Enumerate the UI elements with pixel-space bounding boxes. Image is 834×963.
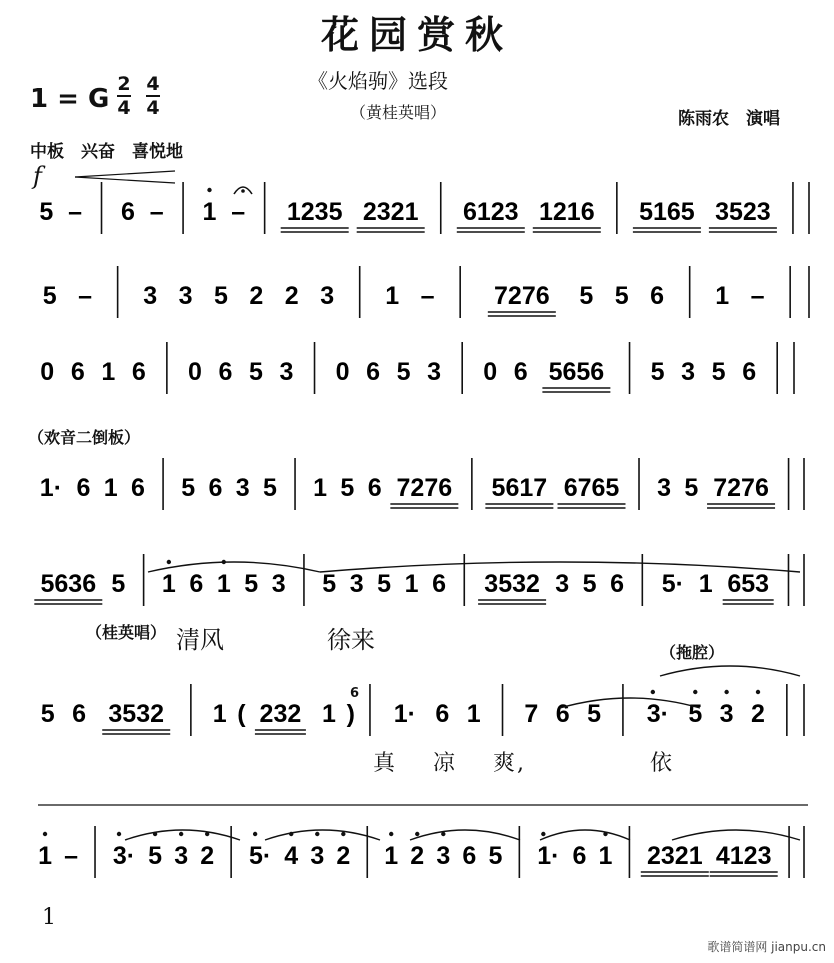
- note: 6: [131, 358, 146, 386]
- note: 3: [349, 570, 364, 598]
- page-title: 花园赏秋: [320, 12, 513, 57]
- fermata-mark: [234, 187, 252, 194]
- note: 5: [40, 700, 55, 728]
- note: 653: [727, 570, 770, 598]
- note: 3: [436, 842, 451, 870]
- note: 2: [200, 842, 215, 870]
- octave-dot: [315, 832, 319, 836]
- key-signature: 1 = G: [30, 84, 110, 114]
- note: 5: [377, 570, 392, 598]
- note: 3: [427, 358, 442, 386]
- performer-credit: 陈雨农 演唱: [678, 109, 780, 129]
- note: 2: [751, 700, 765, 728]
- octave-dot: [541, 832, 545, 836]
- octave-dot: [756, 690, 760, 694]
- octave-dot: [117, 832, 121, 836]
- note: 6: [513, 358, 528, 386]
- slur: [410, 830, 520, 840]
- note: 5: [688, 700, 703, 728]
- note: 1235: [286, 198, 343, 226]
- note: 5: [582, 570, 597, 598]
- octave-dot: [724, 690, 728, 694]
- note: 5: [396, 358, 411, 386]
- note: 3: [657, 474, 672, 502]
- note: 3: [235, 474, 250, 502]
- note: 5: [650, 358, 665, 386]
- octave-dot: [415, 832, 419, 836]
- tempo-marking: 中板 兴奋 喜悦地: [30, 142, 183, 162]
- note: 6: [366, 358, 381, 386]
- note: 6: [610, 570, 625, 598]
- note: 3: [719, 700, 734, 728]
- note: 6765: [563, 474, 620, 502]
- note: 5: [244, 570, 259, 598]
- note: 6: [367, 474, 382, 502]
- note: 2: [284, 282, 299, 310]
- note: 6: [189, 570, 204, 598]
- note: 5·: [661, 570, 685, 598]
- note: 1: [212, 700, 227, 728]
- slur: [560, 698, 700, 708]
- note: 3: [279, 358, 294, 386]
- dash-extension: –: [231, 198, 246, 226]
- dash-extension: –: [420, 282, 435, 310]
- note: 4: [284, 842, 299, 870]
- dash-extension: –: [750, 282, 765, 310]
- note: 0: [187, 358, 202, 386]
- note: 1: [38, 842, 52, 870]
- note: 5: [181, 474, 196, 502]
- note: 7: [524, 700, 539, 728]
- note: 3: [174, 842, 189, 870]
- note: 6: [435, 700, 450, 728]
- slur: [265, 830, 380, 840]
- note: 1: [384, 842, 399, 870]
- note: 3: [320, 282, 335, 310]
- note: 5636: [40, 570, 97, 598]
- note: 1: [103, 474, 118, 502]
- note: 6: [70, 358, 85, 386]
- octave-dot: [389, 832, 393, 836]
- crescendo-hairpin: [75, 171, 175, 183]
- octave-dot: [167, 560, 171, 564]
- octave-dot: [253, 832, 257, 836]
- note: 3: [143, 282, 158, 310]
- note: 5: [587, 700, 602, 728]
- note: 4123: [715, 842, 772, 870]
- lyric-word: 凉: [433, 751, 458, 776]
- note: (: [237, 700, 246, 728]
- note: 1: [385, 282, 400, 310]
- note: 6: [572, 842, 587, 870]
- note: 6: [555, 700, 570, 728]
- note: 6: [462, 842, 477, 870]
- lyric-word: 徐来: [327, 626, 375, 654]
- octave-dot: [693, 690, 697, 694]
- note: 5: [263, 474, 277, 502]
- note: 1216: [538, 198, 595, 226]
- lyric-word: 清风: [176, 626, 224, 654]
- meter-bottom: 4: [146, 97, 160, 119]
- note: 5656: [548, 358, 605, 386]
- note: 5: [111, 570, 126, 598]
- note: 0: [40, 358, 55, 386]
- note: 6: [218, 358, 233, 386]
- note: 6: [208, 474, 223, 502]
- note: 1: [698, 570, 713, 598]
- dash-extension: –: [78, 282, 93, 310]
- note: 5: [249, 358, 263, 386]
- note: 2321: [362, 198, 419, 226]
- note: 1·: [537, 842, 560, 870]
- slur: [660, 666, 800, 676]
- note: 6123: [462, 198, 519, 226]
- note: 2: [410, 842, 425, 870]
- page-number: 1: [42, 905, 56, 930]
- tuoqiang-label: （拖腔）: [660, 643, 725, 662]
- note: 1: [322, 700, 336, 728]
- note: 5617: [491, 474, 548, 502]
- note: 5: [614, 282, 629, 310]
- note: 1: [202, 198, 217, 226]
- lyric-word: 真: [373, 751, 398, 776]
- note: 2: [249, 282, 264, 310]
- note: 6: [742, 358, 757, 386]
- grace-note: 6: [350, 686, 360, 701]
- meter-top: 4: [146, 73, 160, 95]
- note: 6: [120, 198, 135, 226]
- note: 3523: [715, 198, 771, 226]
- note: 3: [310, 842, 325, 870]
- note: 3: [681, 358, 696, 386]
- note: 5: [148, 842, 163, 870]
- note: 5: [39, 198, 54, 226]
- note: 1: [466, 700, 481, 728]
- meter-bottom: 4: [117, 97, 131, 119]
- note: 232: [259, 700, 302, 728]
- note: 3·: [112, 842, 136, 870]
- note: 6: [131, 474, 145, 502]
- note: 2321: [646, 842, 703, 870]
- note: 3: [271, 570, 286, 598]
- note: 3: [555, 570, 570, 598]
- octave-dot: [179, 832, 183, 836]
- octave-dot: [207, 188, 211, 192]
- note: 0: [483, 358, 498, 386]
- note: 5·: [249, 842, 272, 870]
- note: 1: [598, 842, 613, 870]
- octave-dot: [43, 832, 47, 836]
- note: 7276: [713, 474, 769, 502]
- watermark: 歌谱简谱网 jianpu.cn: [707, 940, 826, 954]
- note: 1: [715, 282, 730, 310]
- dynamic-marking: f: [33, 162, 42, 190]
- note: 3532: [484, 570, 540, 598]
- note: 3532: [108, 700, 165, 728]
- note: 5: [711, 358, 726, 386]
- slur: [540, 830, 630, 840]
- dash-extension: –: [68, 198, 83, 226]
- subtitle: 《火焰驹》选段: [308, 69, 448, 93]
- dash-extension: –: [64, 842, 79, 870]
- note: 5: [322, 570, 337, 598]
- note: 5: [340, 474, 355, 502]
- note: 3: [178, 282, 193, 310]
- lyric-word: 依: [650, 751, 675, 776]
- note: 3·: [646, 700, 669, 728]
- note: 0: [335, 358, 350, 386]
- note: 2: [336, 842, 351, 870]
- note: 5: [579, 282, 594, 310]
- note: 1: [101, 358, 116, 386]
- dash-extension: –: [149, 198, 164, 226]
- lyric-word: 爽,: [493, 751, 526, 776]
- singer-note: （黄桂英唱）: [350, 103, 447, 122]
- note: 7276: [494, 282, 550, 310]
- meter-top: 2: [117, 73, 131, 95]
- note: 5: [42, 282, 57, 310]
- note: 5: [214, 282, 228, 310]
- note: 5165: [639, 198, 695, 226]
- role-label: （桂英唱）: [86, 623, 167, 642]
- note: 5: [488, 842, 503, 870]
- note: 5: [684, 474, 699, 502]
- note: 1·: [393, 700, 416, 728]
- note: 1: [404, 570, 419, 598]
- note: ): [346, 700, 355, 728]
- note: 6: [72, 700, 87, 728]
- note: 1: [216, 570, 231, 598]
- note: 6: [76, 474, 91, 502]
- note: 1: [313, 474, 328, 502]
- note: 1: [161, 570, 176, 598]
- note: 1·: [39, 474, 63, 502]
- note: 7276: [396, 474, 453, 502]
- section-label: （欢音二倒板）: [28, 428, 141, 447]
- note: 6: [650, 282, 665, 310]
- slur: [672, 830, 800, 840]
- note: 6: [432, 570, 446, 598]
- octave-dot: [651, 690, 655, 694]
- octave-dot: [341, 832, 345, 836]
